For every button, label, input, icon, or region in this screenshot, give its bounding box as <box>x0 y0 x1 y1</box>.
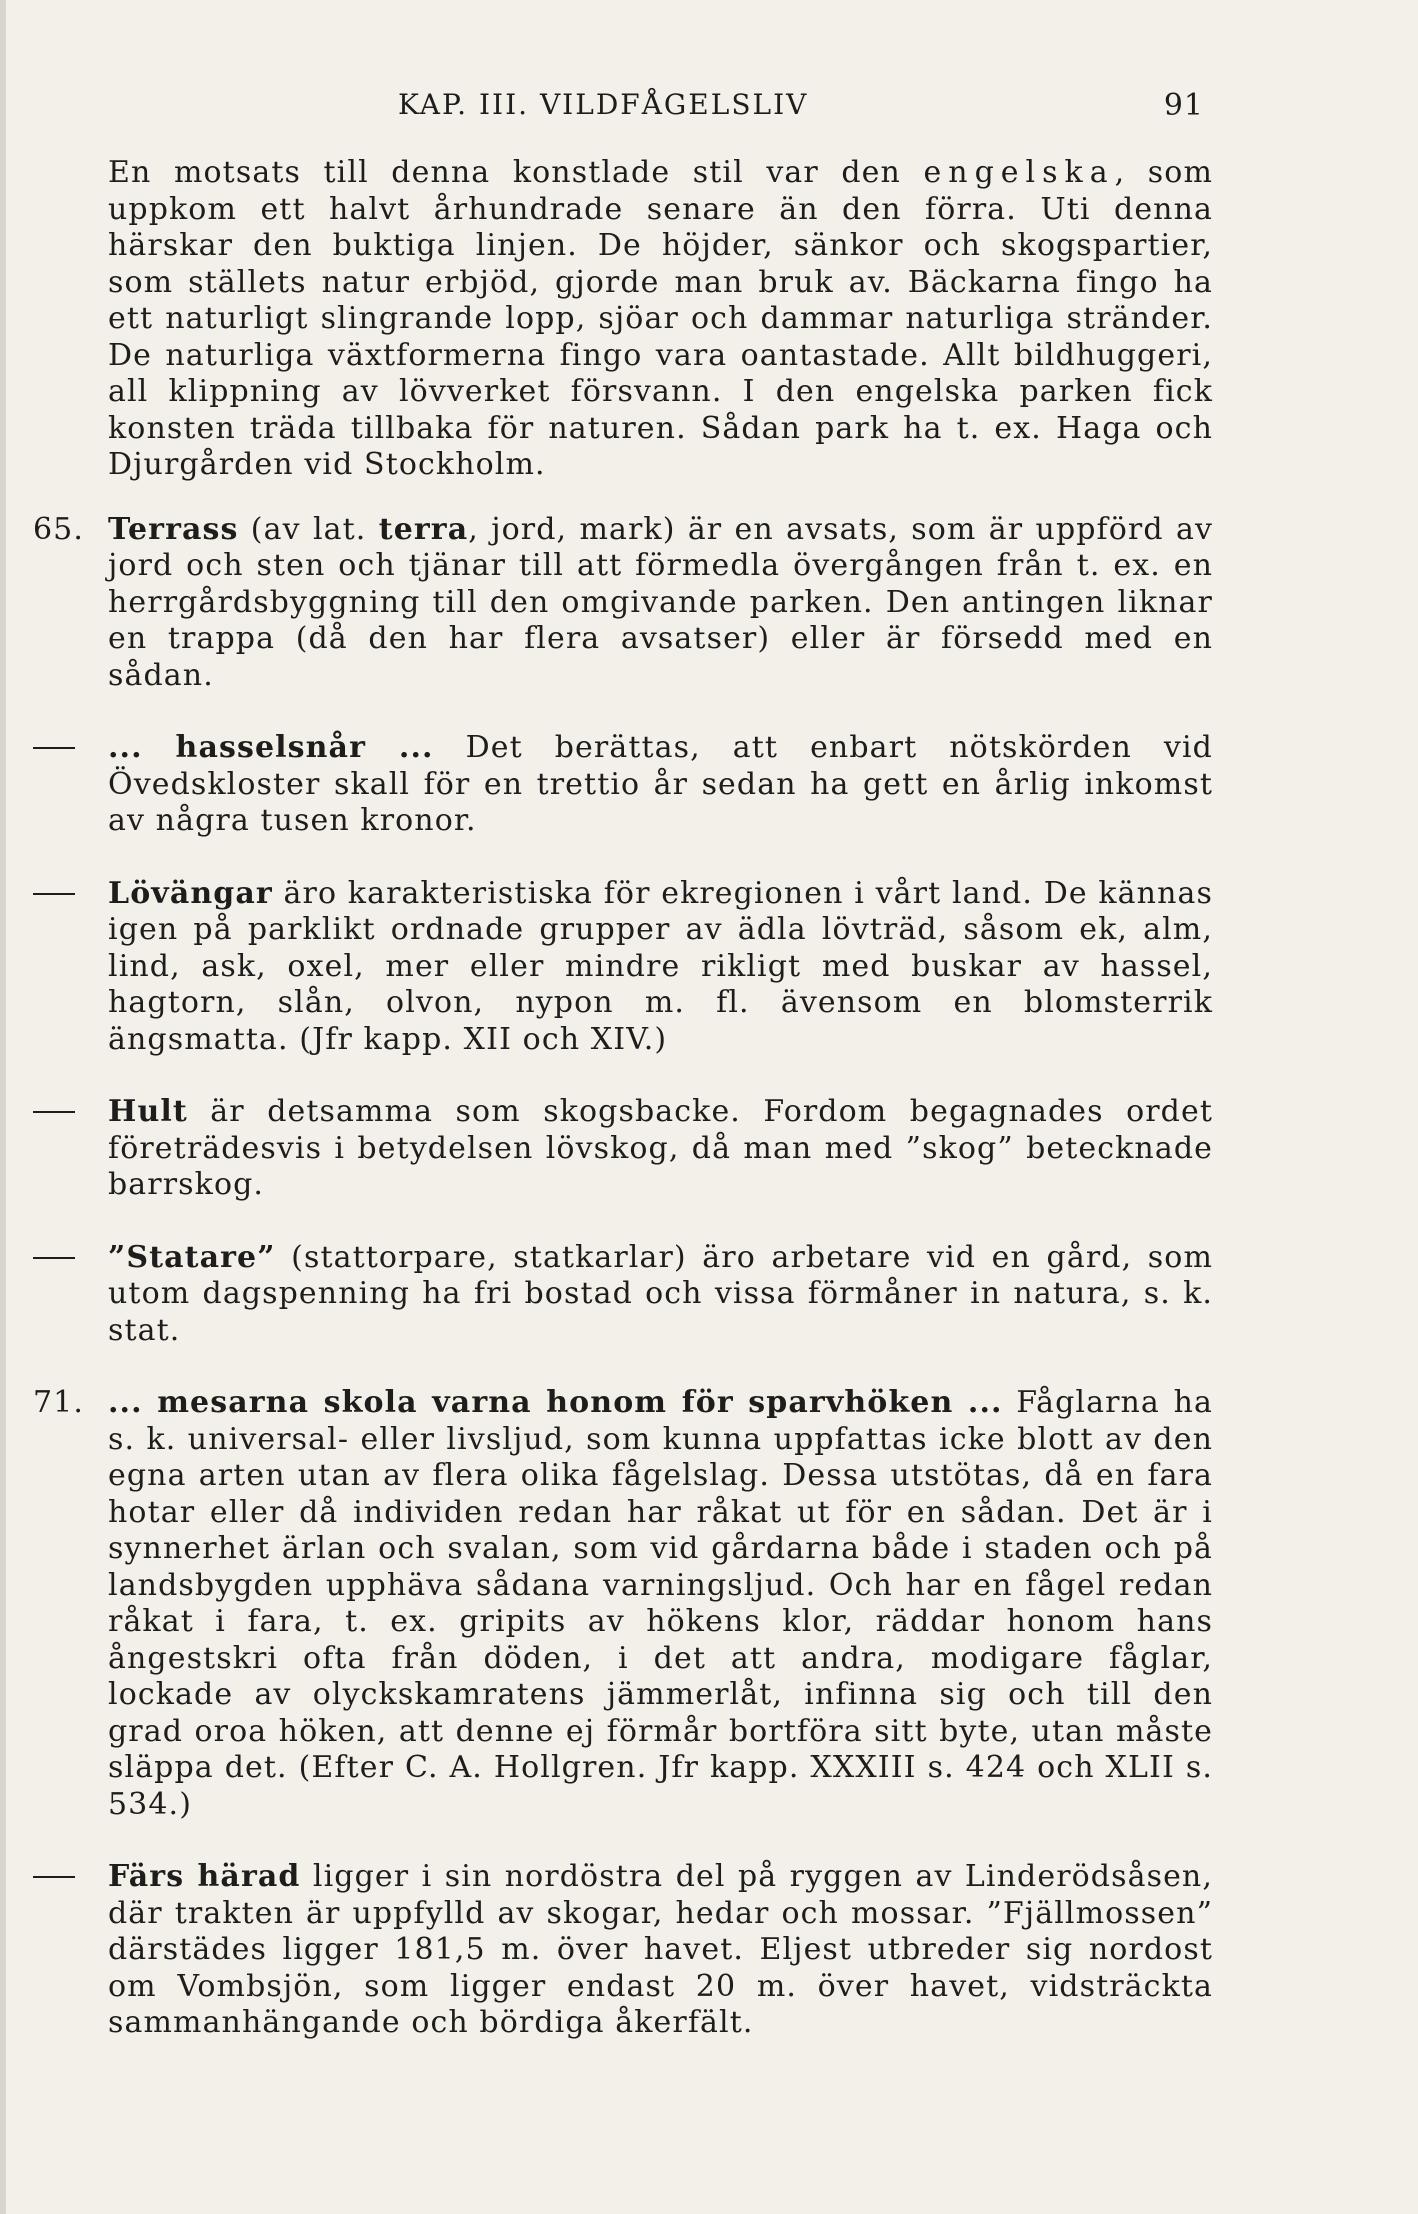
note-text: ligger i sin nordöstra del på ryggen av Linderödsåsen, där trakten är uppfylld av skogar, hedar och mossar. ”Fjällmossen” därstädes ligger 181,5 m. över havet. Eljest utbreder sig nordost om Vombsjön, som ligger endast 20 m. över havet, vidsträckta sammanhängande och bördiga åkerfält. <box>108 1859 1213 2040</box>
paragraph-text: , som uppkom ett halvt århundrade senare än den förra. Uti denna härskar den buktiga linjen. De höjder, sänkor och skogspartier, som ställets natur erbjöd, gjorde man bruk av. Bäckarna fingo ha ett naturligt slingrande lopp, sjöar och dammar naturliga stränder. De naturliga växtformerna fingo vara oantastade. Allt bildhuggeri, all klippning av lövverket försvann. I den engelska parken fick konsten träda tillbaka för naturen. Sådan park ha t. ex. Haga och Djurgården vid Stockholm. <box>108 155 1214 482</box>
note-fars-harad <box>108 1859 1213 2042</box>
note-71 <box>33 1385 1213 1823</box>
dash-marker <box>33 1257 75 1259</box>
note-term: ... mesarna skola varna honom för sparvhöken ... <box>108 1385 1003 1420</box>
note-term: ... hasselsnår ... <box>108 730 434 765</box>
paragraph-text: En motsats till denna konstlade stil var den <box>108 155 901 190</box>
dash-marker <box>33 893 75 895</box>
dash-marker <box>33 1111 75 1113</box>
page-number: 91 <box>1163 88 1204 123</box>
running-header <box>398 88 1204 128</box>
latin-term: terra <box>378 511 469 547</box>
note-text: äro karakteristiska för ekregionen i vårt land. De kännas igen på parklikt ordnade grupper av ädla lövträd, såsom ek, alm, lind, ask, oxel, mer eller mindre rikligt med buskar av hassel, hagtorn, slån, olvon, nypon m. fl. ävensom en blomsterrik ängsmatta. (Jfr kapp. XII och XIV.) <box>108 875 1213 1057</box>
note-term: Hult <box>108 1094 188 1129</box>
note-text: , jord, mark) är en avsats, som är uppförd av jord och sten och tjänar till att förmedla övergången från t. ex. en herrgårdsbyggning till den omgivande parken. Den antingen liknar en trappa (då den har flera avsatser) eller är försedd med en sådan. <box>108 511 1214 693</box>
note-hult <box>108 1094 1213 1204</box>
note-65 <box>33 511 1214 695</box>
dash-marker <box>33 1876 75 1878</box>
page-edge <box>0 0 6 2214</box>
note-text: är detsamma som skogsbacke. Fordom begagnades ordet företrädesvis i betydelsen lövskog, då man med ”skog” betecknade barrskog. <box>108 1094 1213 1202</box>
note-hasselsnar <box>108 730 1213 840</box>
note-text: (stattorpare, statkarlar) äro arbetare vid en gård, som utom dagspenning ha fri bostad och vissa förmåner in natura, s. k. stat. <box>108 1239 1213 1348</box>
dash-marker <box>33 747 75 749</box>
note-text: Fåglarna ha s. k. universal- eller livsljud, som kunna uppfattas icke blott av den egna arten utan av flera olika fågelslag. Dessa utstötas, då en fara hotar eller då individen redan har råkat ut för en sådan. Det är i synnerhet ärlan och svalan, som vid gårdarna både i staden och på landsbygden upphäva sådana varningsljud. Och har en fågel redan råkat i fara, t. ex. gripits av hökens klor, räddar honom hans ångestskri ofta från döden, i det att andra, modigare fåglar, lockade av olyckskamratens jämmerlåt, infinna sig och till den grad oroa höken, att denne ej förmår bortföra sitt byte, utan måste släppa det. (Efter C. A. Hollgren. Jfr kapp. XXXIII s. 424 och XLII s. 534.) <box>108 1385 1213 1822</box>
spaced-emphasis: engelska <box>923 155 1115 190</box>
note-term: Färs härad <box>108 1859 301 1894</box>
note-number: 65. <box>33 511 85 547</box>
chapter-title: KAP. III. VILDFÅGELSLIV <box>398 88 809 121</box>
note-text: Det berättas, att enbart nötskörden vid Övedskloster skall för en trettio år sedan ha gett en årlig inkomst av några tusen kronor. <box>108 730 1213 838</box>
note-number: 71. <box>33 1385 85 1420</box>
note-term: Terrass <box>108 511 239 547</box>
page-body <box>33 155 1214 2042</box>
note-text: (av lat. <box>238 511 379 547</box>
paragraph-engelska-stil <box>108 155 1213 484</box>
note-lovangar <box>108 876 1213 1059</box>
note-term: ”Statare” <box>108 1239 276 1275</box>
note-term: Lövängar <box>108 875 273 911</box>
note-statare <box>108 1240 1213 1350</box>
